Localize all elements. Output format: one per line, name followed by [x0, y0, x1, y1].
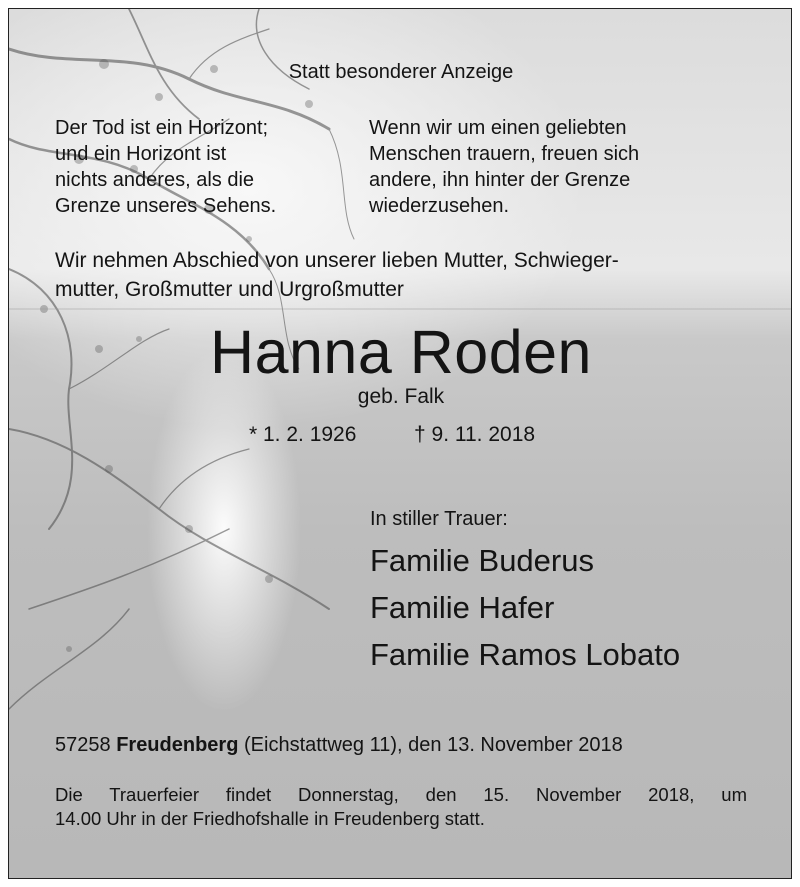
funeral-line: Die Trauerfeier findet Donnerstag, den 15. November 2018, um [55, 784, 747, 805]
poem-line: und ein Horizont ist [55, 143, 227, 165]
family-name: Familie Hafer [370, 590, 555, 625]
street-and-date: (Eichstattweg 11), den 13. November 2018 [244, 734, 623, 756]
address-line [55, 734, 623, 757]
funeral-line: 14.00 Uhr in der Friedhofshalle in Freudenberg statt. [55, 808, 485, 829]
death-date: † 9. 11. 2018 [414, 423, 536, 446]
poem-right-column [369, 115, 639, 219]
farewell-line: mutter, Großmutter und Urgroßmutter [55, 278, 404, 301]
poem-line: nichts anderes, als die [55, 169, 255, 191]
maiden-name: geb. Falk [357, 385, 445, 408]
poem-line: Menschen trauern, freuen sich [369, 143, 640, 165]
funeral-info [55, 783, 747, 831]
notice-heading: Statt besonderer Anzeige [288, 61, 514, 83]
family-name: Familie Buderus [370, 543, 594, 578]
obituary-notice [8, 8, 792, 879]
mourning-label: In stiller Trauer: [370, 508, 508, 530]
poem-line: andere, ihn hinter der Grenze [369, 169, 631, 191]
farewell-line: Wir nehmen Abschied von unserer lieben Mutter, Schwieger- [55, 249, 619, 272]
poem-line: wiederzusehen. [369, 195, 510, 217]
family-name: Familie Ramos Lobato [370, 637, 681, 672]
poem-line: Grenze unseres Sehens. [55, 195, 277, 217]
deceased-name: Hanna Roden [210, 318, 592, 386]
poem-line: Der Tod ist ein Horizont; [55, 117, 269, 139]
poem-line: Wenn wir um einen geliebten [369, 117, 627, 139]
farewell-text [55, 246, 619, 304]
birth-date: * 1. 2. 1926 [249, 423, 357, 446]
postcode: 57258 [55, 734, 111, 756]
poem-left-column [55, 115, 276, 219]
city: Freudenberg [116, 734, 239, 756]
